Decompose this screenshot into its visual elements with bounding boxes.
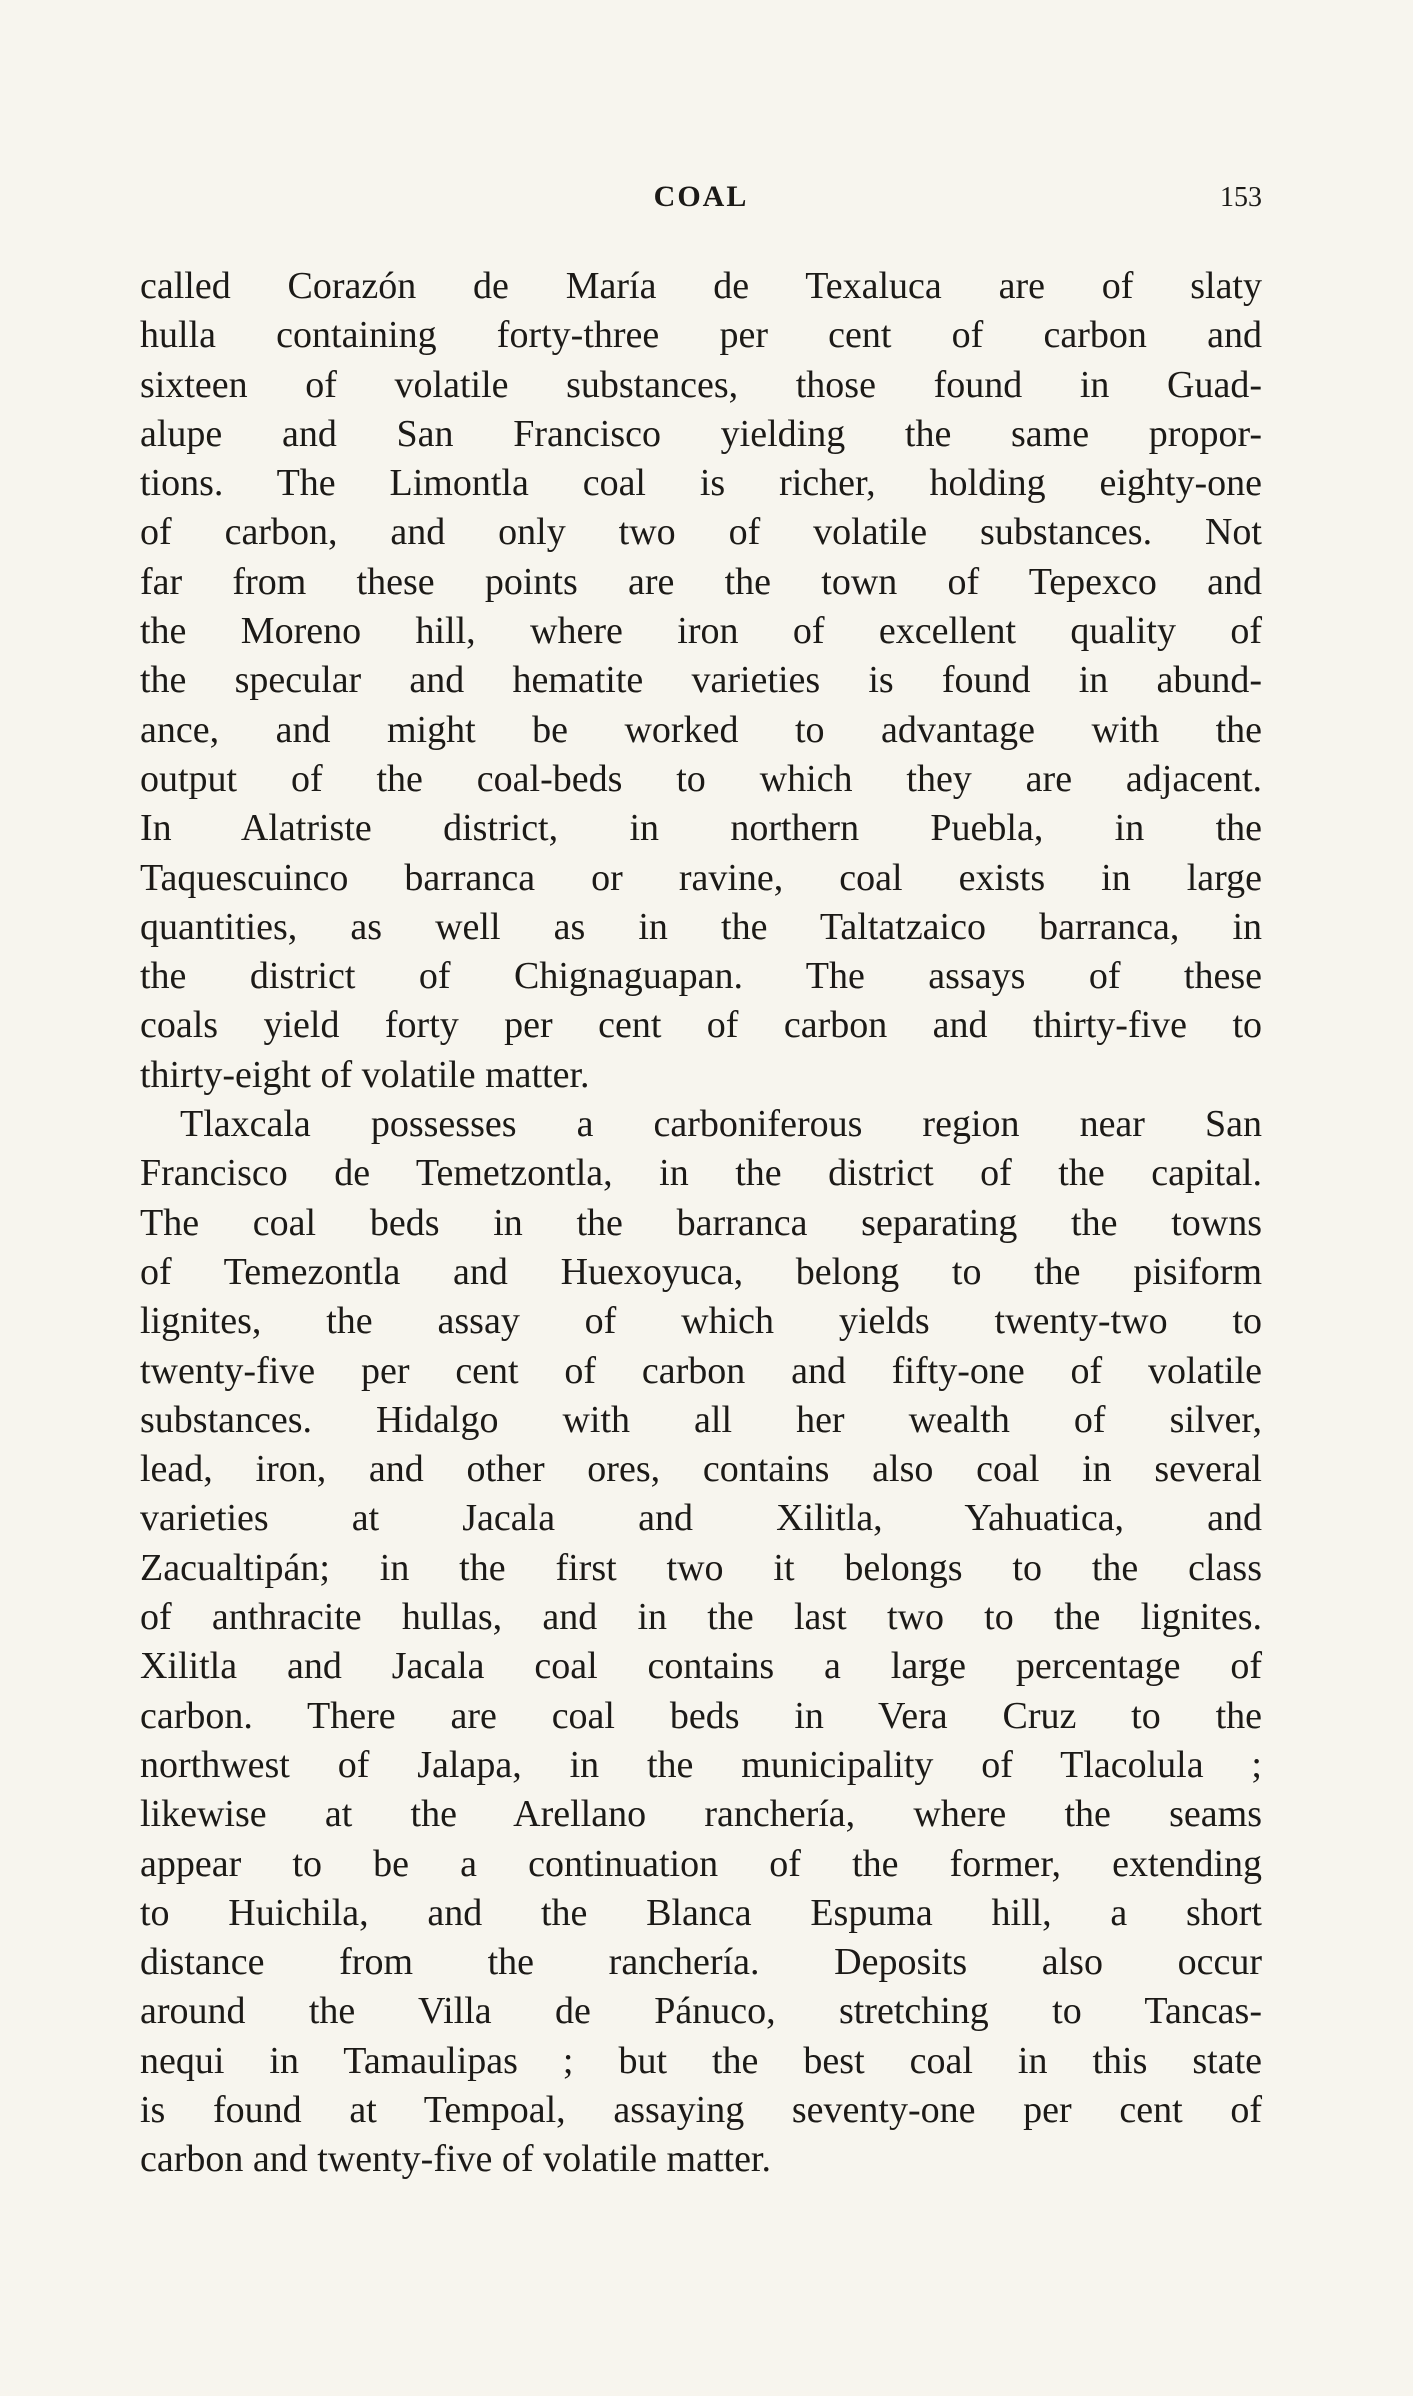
text-line: of Temezontla and Huexoyuca, belong to the pisiform bbox=[140, 1250, 1262, 1293]
text-line: the specular and hematite varieties is found in abund- bbox=[140, 659, 1262, 702]
text-line: distance from the ranchería. Deposits also occur bbox=[140, 1941, 1262, 1984]
text-line: The coal beds in the barranca separating the towns bbox=[140, 1201, 1262, 1244]
text-line: ance, and might be worked to advantage with the bbox=[140, 708, 1262, 751]
text-line: nequi in Tamaulipas ; but the best coal in this state bbox=[140, 2039, 1262, 2082]
paragraph-1 bbox=[140, 262, 1262, 1100]
text-line: In Alatriste district, in northern Puebla, in the bbox=[140, 807, 1262, 850]
text-line: around the Villa de Pánuco, stretching to Tancas- bbox=[140, 1990, 1262, 2033]
text-line: thirty-eight of volatile matter. bbox=[140, 1053, 590, 1096]
text-line: tions. The Limontla coal is richer, holding eighty-one bbox=[140, 462, 1262, 505]
text-line: lignites, the assay of which yields twenty-two to bbox=[140, 1300, 1262, 1343]
text-line: to Huichila, and the Blanca Espuma hill, a short bbox=[140, 1891, 1262, 1934]
text-line: alupe and San Francisco yielding the same propor- bbox=[140, 412, 1262, 455]
page-number: 153 bbox=[1220, 182, 1262, 213]
text-line: of anthracite hullas, and in the last two to the lignites. bbox=[140, 1596, 1262, 1639]
text-line: hulla containing forty-three per cent of carbon and bbox=[140, 314, 1262, 357]
text-line: varieties at Jacala and Xilitla, Yahuatica, and bbox=[140, 1497, 1262, 1540]
text-line: the Moreno hill, where iron of excellent quality of bbox=[140, 610, 1262, 653]
text-line: likewise at the Arellano ranchería, where the seams bbox=[140, 1793, 1262, 1836]
text-line: appear to be a continuation of the former, extending bbox=[140, 1842, 1262, 1885]
text-line: Francisco de Temetzontla, in the district of the capital. bbox=[140, 1152, 1262, 1195]
text-line: quantities, as well as in the Taltatzaico barranca, in bbox=[140, 905, 1262, 948]
text-line: Tlaxcala possesses a carboniferous region near San bbox=[180, 1103, 1262, 1146]
text-line: carbon and twenty-five of volatile matter. bbox=[140, 2138, 771, 2181]
body-text bbox=[140, 262, 1262, 2185]
text-line: lead, iron, and other ores, contains also coal in several bbox=[140, 1448, 1262, 1491]
running-head bbox=[140, 180, 1262, 230]
text-line: Taquescuinco barranca or ravine, coal exists in large bbox=[140, 856, 1262, 899]
text-line: output of the coal-beds to which they are adjacent. bbox=[140, 757, 1262, 800]
text-line: twenty-five per cent of carbon and fifty-one of volatile bbox=[140, 1349, 1262, 1392]
text-line: northwest of Jalapa, in the municipality of Tlacolula ; bbox=[140, 1743, 1262, 1786]
text-line: sixteen of volatile substances, those found in Guad- bbox=[140, 363, 1262, 406]
text-line: the district of Chignaguapan. The assays of these bbox=[140, 955, 1262, 998]
text-line: is found at Tempoal, assaying seventy-one per cent of bbox=[140, 2088, 1262, 2131]
text-line: carbon. There are coal beds in Vera Cruz to the bbox=[140, 1694, 1262, 1737]
text-line: Xilitla and Jacala coal contains a large percentage of bbox=[140, 1645, 1262, 1688]
running-title: COAL bbox=[653, 180, 749, 213]
text-line: far from these points are the town of Tepexco and bbox=[140, 560, 1262, 603]
paragraph-2 bbox=[140, 1100, 1262, 2185]
text-line: of carbon, and only two of volatile substances. Not bbox=[140, 511, 1262, 554]
text-line: called Corazón de María de Texaluca are of slaty bbox=[140, 265, 1262, 307]
text-line: substances. Hidalgo with all her wealth of silver, bbox=[140, 1398, 1262, 1441]
text-line: coals yield forty per cent of carbon and thirty-five to bbox=[140, 1004, 1262, 1047]
text-line: Zacualtipán; in the first two it belongs to the class bbox=[140, 1546, 1262, 1589]
